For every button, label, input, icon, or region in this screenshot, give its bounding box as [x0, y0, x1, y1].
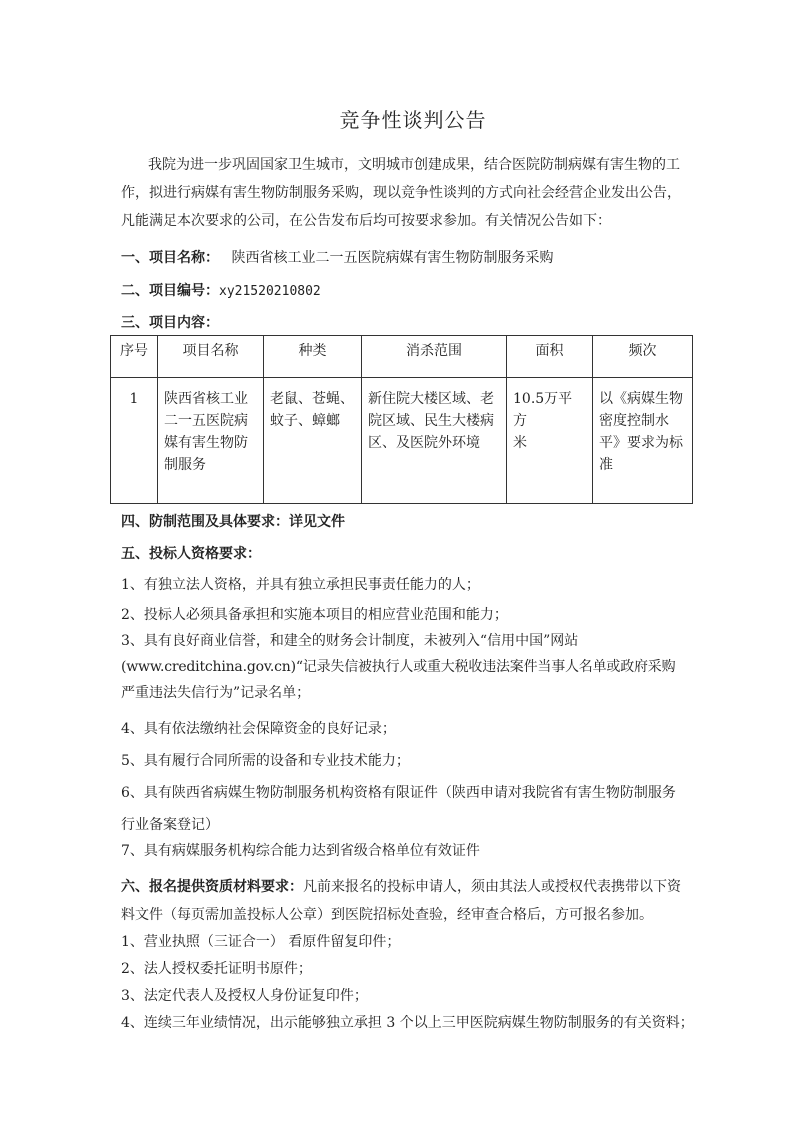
cell-scope-line: 院区域、民生大楼病: [368, 413, 494, 429]
qualification-item: 1、有独立法人资格，并具有独立承担民事责任能力的人；: [121, 577, 480, 593]
intro-line-3: 凡能满足本次要求的公司，在公告发布后均可按要求参加。有关情况公告如下：: [121, 213, 611, 229]
project-content-table: [110, 335, 693, 504]
cell-no: 1: [111, 378, 158, 504]
header-area: 面积: [507, 336, 593, 378]
cell-area: [507, 378, 593, 504]
qualification-item: 严重违法失信行为”记录名单；: [121, 685, 311, 701]
cell-name-line: 二一五医院病: [164, 413, 248, 429]
cell-frequency-line: 密度控制水: [599, 413, 669, 429]
cell-area-line: 10.5万平方: [513, 391, 573, 429]
section-project-name: [121, 245, 553, 271]
materials-item: 2、法人授权委托证明书原件；: [121, 961, 312, 977]
section-scope-label: 四、防制范围及具体要求：详见文件: [121, 514, 345, 530]
page-title: 竞争性谈判公告: [339, 108, 487, 132]
cell-scope-line: 区、及医院外环境: [368, 435, 480, 451]
header-no: 序号: [111, 336, 158, 378]
qualification-item: 5、具有履行合同所需的设备和专业技术能力；: [121, 753, 410, 769]
section-project-name-value: 陕西省核工业二一五医院病媒有害生物防制服务采购: [231, 250, 554, 266]
header-scope: 消杀范围: [362, 336, 507, 378]
cell-frequency: [593, 378, 693, 504]
section-project-number-value: xy21520210802: [219, 284, 321, 299]
section-project-number-label: 二、项目编号：: [121, 283, 219, 299]
cell-name-line: 媒有害生物防: [164, 435, 248, 451]
section-materials-text-2: 料文件（每页需加盖投标人公章）到医院招标处查验，经审查合格后，方可报名参加。: [121, 907, 653, 923]
materials-item: 4、连续三年业绩情况，出示能够独立承担 3 个以上三甲医院病媒生物防制服务的有关资料；: [121, 1015, 694, 1031]
cell-scope: [362, 378, 507, 504]
section-materials-label: 六、报名提供资质材料要求：: [121, 879, 303, 895]
cell-frequency-line: 准: [599, 457, 613, 473]
section-materials: [121, 874, 681, 900]
qualification-item: 2、投标人必须具备承担和实施本项目的相应营业范围和能力；: [121, 607, 508, 623]
intro-line-2: 作，拟进行病媒有害生物防制服务采购，现以竞争性谈判的方式向社会经营企业发出公告，: [121, 185, 681, 201]
section-project-name-label: 一、项目名称：: [121, 250, 219, 266]
cell-name-line: 陕西省核工业: [164, 391, 248, 407]
intro-line-1: 我院为进一步巩固国家卫生城市，文明城市创建成果，结合医院防制病媒有害生物的工: [148, 157, 680, 173]
header-kinds: 种类: [264, 336, 362, 378]
cell-name-line: 制服务: [164, 457, 206, 473]
section-project-number: [121, 278, 321, 305]
qualification-item: 6、具有陕西省病媒生物防制服务机构资格有限证件（陕西申请对我院省有害生物防制服务: [121, 785, 676, 801]
cell-name: [158, 378, 264, 504]
qualification-item: 3、具有良好商业信誉，和建全的财务会计制度，未被列入“信用中国”网站: [121, 633, 579, 649]
section-qualification-label: 五、投标人资格要求：: [121, 546, 261, 562]
table-header-row: [111, 336, 693, 378]
section-project-content-label: 三、项目内容：: [121, 315, 219, 331]
cell-scope-line: 新住院大楼区域、老: [368, 391, 494, 407]
cell-kinds-line: 蚊子、蟑螂: [270, 413, 340, 429]
qualification-item: 4、具有依法缴纳社会保障资金的良好记录；: [121, 721, 396, 737]
table-row: [111, 378, 693, 504]
cell-kinds-line: 老鼠、苍蝇、: [270, 391, 354, 407]
qualification-item: 行业备案登记）: [121, 817, 219, 833]
header-frequency: 频次: [593, 336, 693, 378]
qualification-item: 7、具有病媒服务机构综合能力达到省级合格单位有效证件: [121, 843, 480, 859]
section-materials-text: 凡前来报名的投标申请人，须由其法人或授权代表携带以下资: [303, 879, 681, 895]
qualification-item: (www.creditchina.gov.cn)“记录失信被执行人或重大税收违法案件当事人名单或政府采购: [121, 659, 676, 675]
materials-item: 1、营业执照（三证合一） 看原件留复印件；: [121, 934, 401, 950]
materials-item: 3、法定代表人及授权人身份证复印件；: [121, 988, 368, 1004]
header-name: 项目名称: [158, 336, 264, 378]
cell-frequency-line: 以《病媒生物: [599, 391, 683, 407]
cell-frequency-line: 平》要求为标: [599, 435, 683, 451]
cell-kinds: [264, 378, 362, 504]
cell-area-line: 米: [513, 435, 527, 451]
